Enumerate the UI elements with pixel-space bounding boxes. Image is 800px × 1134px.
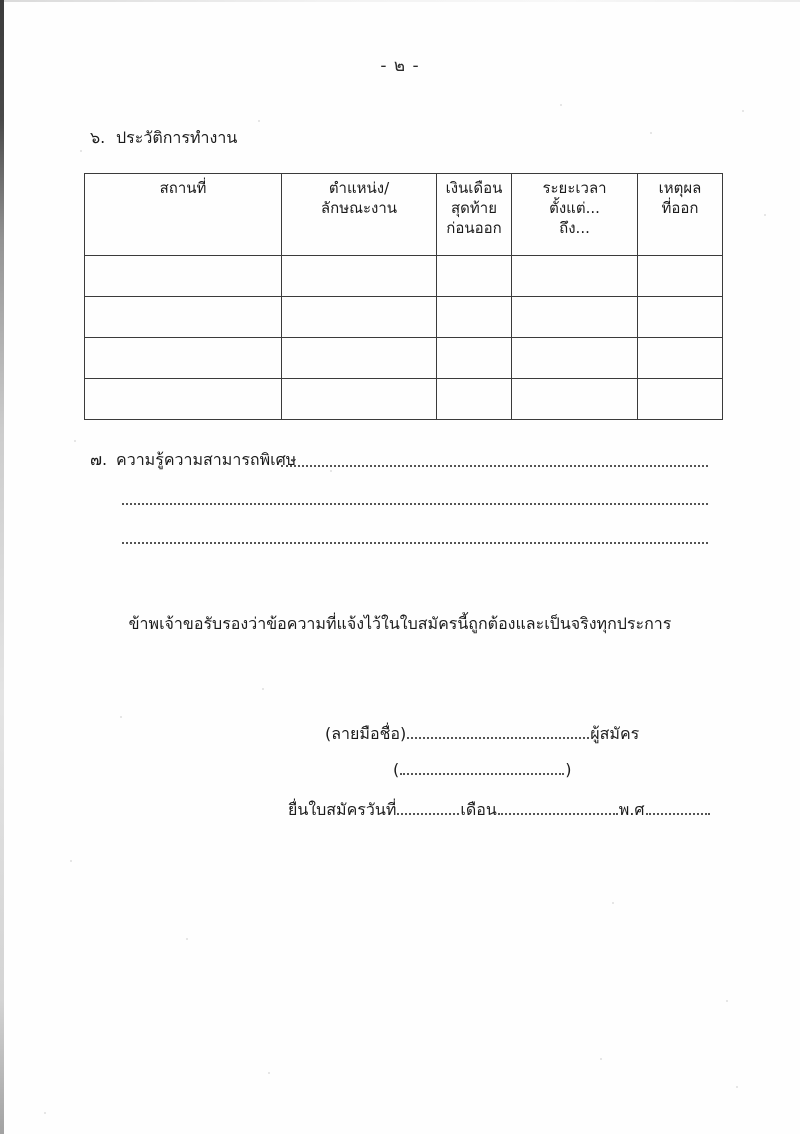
header-line: ที่ออก [661,198,699,217]
date-month-input[interactable] [498,802,618,815]
scan-speck [70,860,72,862]
work-history-table [84,173,723,420]
certification-statement: ข้าพเจ้าขอรับรองว่าข้อความที่แจ้งไว้ในใบสมัครนี้ถูกต้องและเป็นจริงทุกประการ [128,614,672,633]
table-header-row [85,174,723,256]
cell-position[interactable] [282,379,437,420]
signature-role: ผู้สมัคร [590,724,640,743]
cell-position[interactable] [282,256,437,297]
scan-speck [726,1000,728,1002]
cell-position[interactable] [282,338,437,379]
section-number: ๖. [90,128,106,147]
table-row[interactable] [85,379,723,420]
scan-speck [764,214,766,216]
column-header-position [282,174,437,256]
header-line: ถึง... [559,218,590,237]
column-header-salary [437,174,512,256]
signature-label: (ลายมือชื่อ) [325,724,407,743]
scan-edge-top [4,0,800,2]
scan-speck [268,1072,270,1074]
date-year-label: พ.ศ [618,800,645,819]
date-prefix-label: ยื่นใบสมัครวันที่ [288,800,397,819]
special-skills-fill-line-1[interactable] [281,465,708,467]
scan-speck [600,1058,602,1060]
cell-reason[interactable] [638,256,723,297]
cell-period[interactable] [512,297,638,338]
cell-salary[interactable] [437,338,512,379]
column-header-place [85,174,282,256]
special-skills-fill-line-2[interactable] [122,503,708,505]
scan-speck [330,470,332,472]
signature-line [325,722,639,747]
header-line: ก่อนออก [446,218,502,237]
scan-speck [736,1086,738,1088]
cell-reason[interactable] [638,379,723,420]
header-line: เงินเดือน [445,179,503,197]
section-number: ๗. [90,450,108,469]
cell-reason[interactable] [638,297,723,338]
scan-speck [650,132,652,134]
scan-speck [186,938,188,940]
section-heading-special-skills [90,448,296,473]
column-header-period [512,174,638,256]
scan-speck [612,902,614,904]
scan-speck [120,716,122,718]
section-title: ประวัติการทำงาน [116,128,238,147]
section-heading-work-history [90,126,237,151]
header-line: เหตุผล [658,179,702,197]
submission-date-line [288,798,711,823]
header-line: สถานที่ [159,179,207,197]
cell-period[interactable] [512,379,638,420]
table-row[interactable] [85,297,723,338]
cell-reason[interactable] [638,338,723,379]
column-header-reason [638,174,723,256]
section-title: ความรู้ความสามารถพิเศษ [116,450,297,469]
printed-name-line [393,760,572,779]
date-year-input[interactable] [646,802,710,815]
date-month-label: เดือน [460,800,497,819]
printed-name-close-paren: ) [565,760,572,779]
special-skills-fill-line-3[interactable] [122,542,708,544]
header-line: ระยะเวลา [542,179,607,197]
header-line: ตั้งแต่... [549,198,600,217]
scan-speck [560,104,562,106]
table-row[interactable] [85,256,723,297]
cell-salary[interactable] [437,379,512,420]
cell-place[interactable] [85,338,282,379]
cell-period[interactable] [512,256,638,297]
scan-speck [80,150,82,152]
header-line: ตำแหน่ง/ [328,179,390,197]
header-line: สุดท้าย [451,198,497,217]
scan-speck [262,688,264,690]
cell-period[interactable] [512,338,638,379]
printed-name-open-paren: ( [393,760,400,779]
cell-salary[interactable] [437,297,512,338]
page-number: - ๒ - [380,56,420,76]
scan-speck [74,440,76,442]
scan-speck [742,110,744,112]
scan-edge-left [0,0,4,1134]
cell-place[interactable] [85,379,282,420]
printed-name-input[interactable] [400,762,564,775]
date-day-input[interactable] [397,802,459,815]
header-line: ลักษณะงาน [320,198,398,217]
cell-place[interactable] [85,256,282,297]
signature-input[interactable] [407,726,589,739]
scan-speck [44,1112,46,1114]
cell-place[interactable] [85,297,282,338]
cell-position[interactable] [282,297,437,338]
cell-salary[interactable] [437,256,512,297]
table-row[interactable] [85,338,723,379]
scan-speck [258,120,260,122]
